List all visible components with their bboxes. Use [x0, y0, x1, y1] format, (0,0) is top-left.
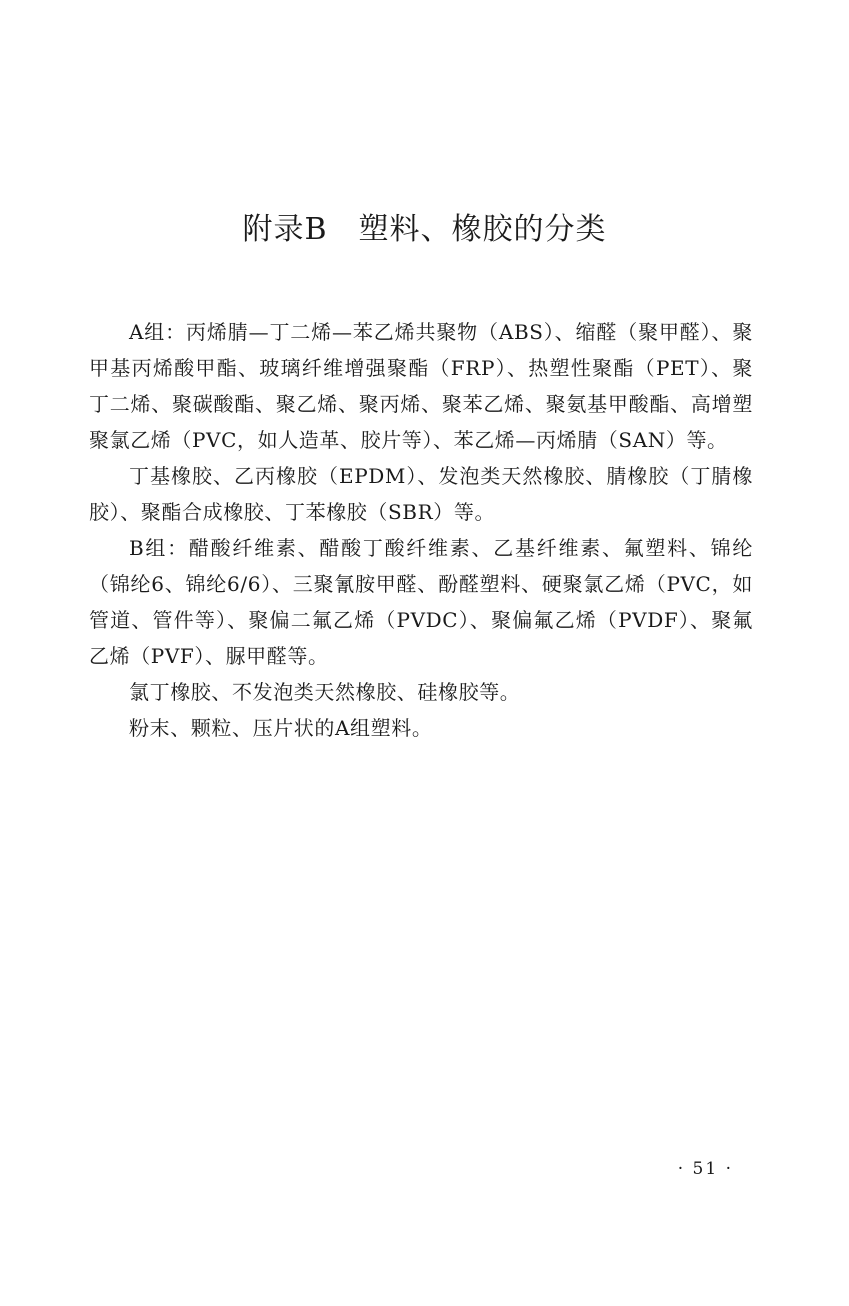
- paragraph-rubber-group-a: 丁基橡胶、乙丙橡胶（EPDM）、发泡类天然橡胶、腈橡胶（丁腈橡胶）、聚酯合成橡胶、丁苯橡胶（SBR）等。: [89, 464, 753, 524]
- paragraph-group-a: A组：丙烯腈—丁二烯—苯乙烯共聚物（ABS）、缩醛（聚甲醛）、聚甲基丙烯酸甲酯、玻璃纤维增强聚酯（FRP）、热塑性聚酯（PET）、聚丁二烯、聚碳酸酯、聚乙烯、聚丙烯、聚苯乙烯、聚氨基甲酸酯、高增塑聚氯乙烯（PVC，如人造革、胶片等）、苯乙烯—丙烯腈（SAN）等。: [89, 320, 753, 452]
- page-number: · 51 ·: [677, 1159, 733, 1179]
- page-title: 附录B 塑料、橡胶的分类: [242, 212, 607, 247]
- paragraph-group-b: B组：醋酸纤维素、醋酸丁酸纤维素、乙基纤维素、氟塑料、锦纶（锦纶6、锦纶6/6）、三聚氰胺甲醛、酚醛塑料、硬聚氯乙烯（PVC，如管道、管件等）、聚偏二氟乙烯（PVDC）、聚偏氟乙烯（PVDF）、聚氟乙烯（PVF）、脲甲醛等。: [89, 536, 753, 668]
- paragraph-rubber-group-b: 氯丁橡胶、不发泡类天然橡胶、硅橡胶等。: [129, 680, 521, 704]
- paragraph-powder-plastics: 粉末、颗粒、压片状的A组塑料。: [129, 716, 433, 740]
- body-text: [89, 314, 753, 746]
